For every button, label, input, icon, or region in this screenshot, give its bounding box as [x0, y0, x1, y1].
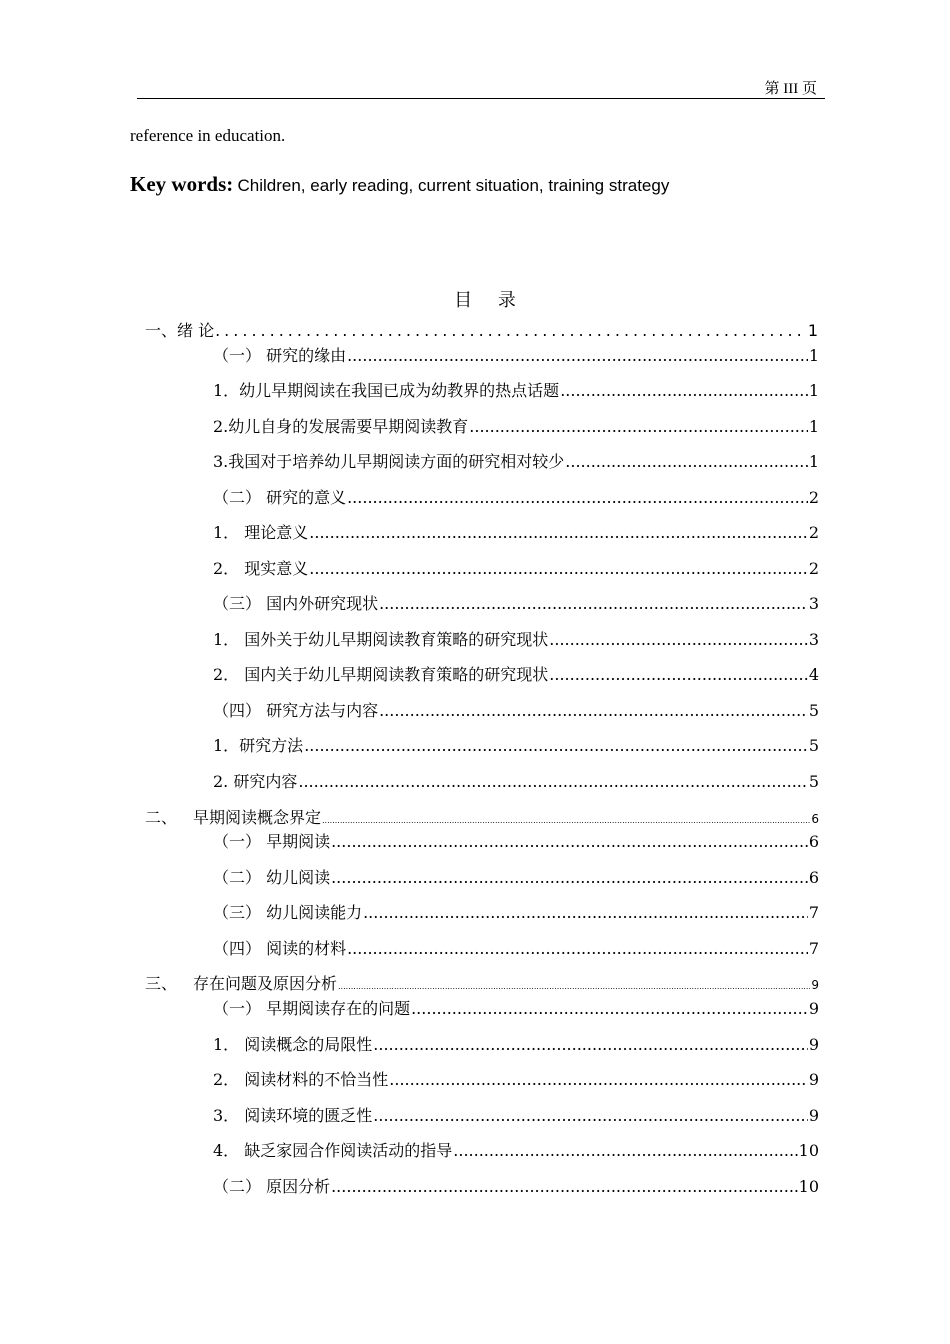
toc-entry-label: 1． 国外关于幼儿早期阅读教育策略的研究现状 — [213, 630, 549, 649]
toc-entry-page: 1 — [808, 381, 819, 400]
toc-entry[interactable] — [213, 557, 819, 581]
dot-leader — [215, 319, 807, 343]
toc-entry-label: （二） 原因分析 — [213, 1177, 331, 1196]
dot-leader — [565, 450, 808, 474]
dot-leader — [549, 628, 808, 652]
toc-entry-page: 9 — [808, 1106, 819, 1125]
toc-entry-page: 2 — [808, 559, 819, 578]
keywords-text: Children, early reading, current situation, training strategy — [237, 176, 670, 195]
toc-entry[interactable] — [213, 901, 819, 925]
toc-entry[interactable] — [213, 521, 819, 545]
toc-entry-page: 1 — [808, 417, 819, 436]
toc-entry-label: 1．幼儿早期阅读在我国已成为幼教界的热点话题 — [213, 381, 560, 400]
dot-leader — [549, 663, 808, 687]
toc-entry[interactable] — [213, 379, 819, 403]
dot-leader — [379, 592, 808, 616]
toc-entry-page: 6 — [808, 868, 819, 887]
toc-entry[interactable] — [213, 1104, 819, 1128]
toc-entry-page: 3 — [808, 630, 819, 649]
dot-leader — [322, 809, 810, 830]
toc-entry[interactable] — [213, 628, 819, 652]
toc-entry-page: 1 — [808, 346, 819, 365]
toc-entry[interactable] — [145, 319, 818, 343]
dot-leader — [411, 997, 808, 1021]
toc-entry[interactable] — [213, 1175, 819, 1199]
page-number: 第 III 页 — [764, 81, 817, 97]
toc-entry-page: 5 — [808, 701, 819, 720]
toc-entry-page: 7 — [808, 939, 819, 958]
toc-entry-label: 1． 理论意义 — [213, 523, 309, 542]
toc-entry[interactable] — [213, 866, 819, 890]
toc-entry-page: 7 — [808, 903, 819, 922]
toc-entry-page: 5 — [808, 736, 819, 755]
toc-entry-page: 9 — [808, 1070, 819, 1089]
toc-entry-page: 10 — [798, 1141, 819, 1160]
dot-leader — [373, 1104, 808, 1128]
dot-leader — [309, 521, 808, 545]
toc-entry-page: 3 — [808, 594, 819, 613]
toc-entry-label: （二） 幼儿阅读 — [213, 868, 331, 887]
dot-leader — [298, 770, 807, 794]
toc-entry-page: 9 — [808, 1035, 819, 1054]
toc-entry-page: 9 — [811, 978, 819, 992]
dot-leader — [373, 1033, 808, 1057]
toc-entry-label: （二） 研究的意义 — [213, 488, 347, 507]
toc-entry[interactable] — [213, 592, 819, 616]
toc-entry-label: （一） 研究的缘由 — [213, 346, 347, 365]
toc-entry[interactable] — [213, 770, 819, 794]
toc-entry-label: （三） 国内外研究现状 — [213, 594, 379, 613]
toc-entry-label: （一） 早期阅读存在的问题 — [213, 999, 411, 1018]
toc-entry-text: 存在问题及原因分析 — [193, 974, 338, 993]
dot-leader — [331, 866, 808, 890]
toc-entry[interactable] — [213, 1139, 819, 1163]
toc-entry-page: 1 — [808, 452, 819, 471]
toc-title: 目 录 — [454, 290, 526, 311]
toc-entry[interactable] — [213, 937, 819, 961]
toc-entry-label: 一、绪 论 — [145, 321, 215, 340]
toc-entry-label: 2． 现实意义 — [213, 559, 309, 578]
toc-entry[interactable] — [213, 1068, 819, 1092]
toc-entry[interactable] — [213, 486, 819, 510]
toc-entry-page: 4 — [808, 665, 819, 684]
dot-leader — [331, 830, 808, 854]
toc-entry-label: （三） 幼儿阅读能力 — [213, 903, 363, 922]
toc-entry-label: 2． 国内关于幼儿早期阅读教育策略的研究现状 — [213, 665, 549, 684]
dot-leader — [309, 557, 808, 581]
toc-entry[interactable] — [213, 344, 819, 368]
toc-entry-label: 1． 阅读概念的局限性 — [213, 1035, 373, 1054]
toc-entry[interactable] — [213, 450, 819, 474]
toc-entry-label: 1．研究方法 — [213, 736, 304, 755]
abstract-continuation: reference in education. — [130, 126, 286, 145]
toc-entry[interactable] — [213, 830, 819, 854]
toc-entry[interactable] — [213, 663, 819, 687]
dot-leader — [347, 486, 808, 510]
toc-entry-label: （四） 研究方法与内容 — [213, 701, 379, 720]
toc-entry-page: 5 — [808, 772, 819, 791]
toc-entry-page: 9 — [808, 999, 819, 1018]
dot-leader — [560, 379, 808, 403]
toc-entry-label: 3.我国对于培养幼儿早期阅读方面的研究相对较少 — [213, 452, 565, 471]
toc-entry-number: 三、 — [145, 974, 178, 993]
dot-leader — [304, 734, 808, 758]
toc-entry[interactable] — [213, 699, 819, 723]
toc-entry[interactable] — [213, 997, 819, 1021]
dot-leader — [347, 344, 808, 368]
dot-leader — [363, 901, 808, 925]
dot-leader — [453, 1139, 797, 1163]
toc-entry-label: （一） 早期阅读 — [213, 832, 331, 851]
toc-entry-text: 早期阅读概念界定 — [193, 808, 322, 827]
toc-entry-page: 6 — [811, 812, 819, 826]
toc-entry-page: 2 — [808, 523, 819, 542]
toc-entry-label: 2.幼儿自身的发展需要早期阅读教育 — [213, 417, 469, 436]
toc-entry[interactable] — [213, 734, 819, 758]
dot-leader — [338, 975, 810, 996]
toc-entry-label: 3． 阅读环境的匮乏性 — [213, 1106, 373, 1125]
toc-entry-page: 1 — [807, 321, 818, 340]
toc-entry[interactable] — [213, 1033, 819, 1057]
keywords-label: Key words: — [130, 172, 234, 196]
toc-entry-label: （四） 阅读的材料 — [213, 939, 347, 958]
dot-leader — [379, 699, 808, 723]
toc-entry-page: 10 — [798, 1177, 819, 1196]
dot-leader — [347, 937, 808, 961]
toc-entry-label: 4． 缺乏家园合作阅读活动的指导 — [213, 1141, 453, 1160]
toc-entry[interactable] — [145, 806, 819, 830]
dot-leader — [469, 415, 808, 439]
toc-entry[interactable] — [145, 972, 819, 996]
dot-leader — [331, 1175, 798, 1199]
toc-entry-label: 2. 研究内容 — [213, 772, 298, 791]
toc-entry-page: 6 — [808, 832, 819, 851]
toc-entry-number: 二、 — [145, 808, 178, 827]
toc-entry-label — [145, 806, 321, 830]
toc-entry[interactable] — [213, 415, 819, 439]
toc-entry-label: 2． 阅读材料的不恰当性 — [213, 1070, 389, 1089]
toc-entry-page: 2 — [808, 488, 819, 507]
toc-entry-label — [145, 972, 337, 996]
dot-leader — [389, 1068, 808, 1092]
